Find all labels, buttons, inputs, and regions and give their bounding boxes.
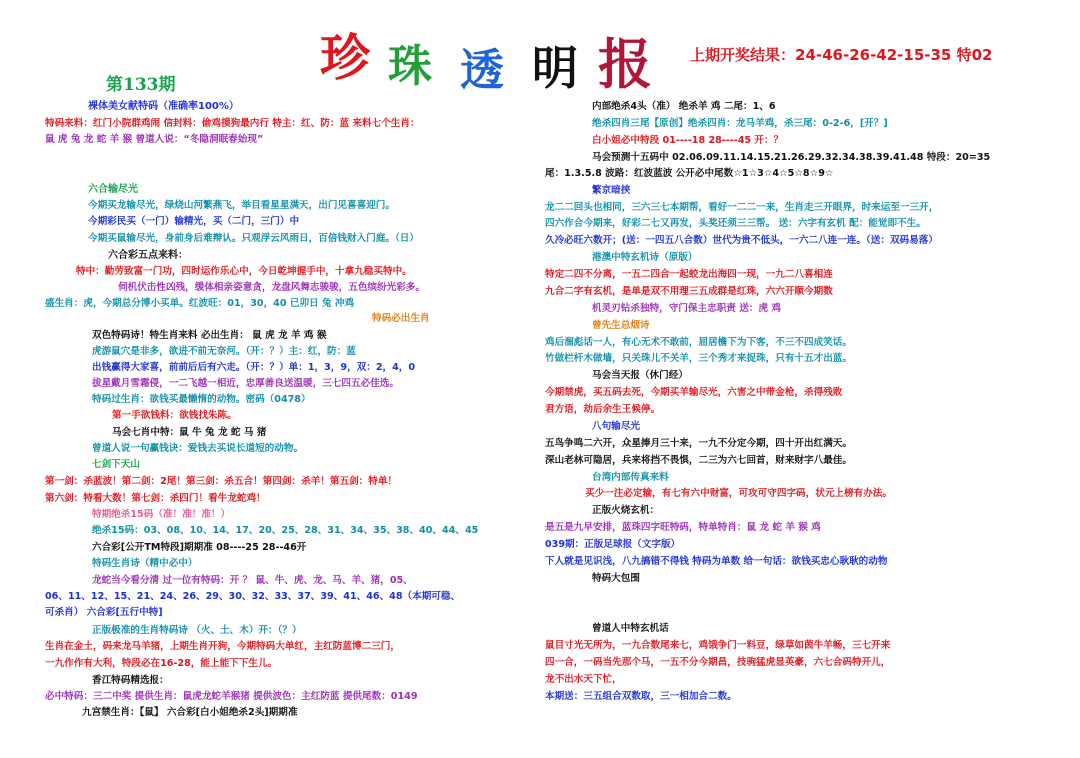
- left-line: 可杀肖） 六合彩[五行中特]: [45, 607, 163, 618]
- left-line: 六合彩五点来料：: [108, 250, 188, 261]
- right-line: 繁京暗挟: [592, 185, 631, 196]
- left-line: 一九作作有大利，特段必在16-28，能上能下下生儿。: [45, 658, 278, 669]
- right-line: 买少一注必定输，有七有六中财富，可攻可守四字码，状元上榜有办法。: [585, 488, 892, 499]
- left-line: 曾道人说一句赢钱诀：爱钱去买说长道短的动物。: [92, 443, 304, 454]
- left-line: 双色特码诗！特生肖来料 必出生肖： 鼠 虎 龙 羊 鸡 猴: [92, 330, 327, 341]
- left-line: 盛生肖：虎，今期总分博小买单。红波旺：01，30，40 已卯日 兔 冲鸡: [45, 298, 355, 309]
- left-line: 七剑下天山: [92, 459, 140, 470]
- left-line: 生肖在金土，码来龙马羊猪，上期生肖开狗，今期特码大单红，主红防蓝博二三门，: [45, 641, 400, 652]
- right-line: 四一合，一码当先那个马，一五不分今期昌，技驹猛虎显英豪，六七合码特开儿，: [545, 657, 891, 668]
- right-line: 白小姐必中特段 01----18 28----45 开：？: [592, 135, 784, 146]
- left-line: 裸体美女献特码（准确率100%）: [88, 101, 239, 112]
- right-line: 八句输尽光: [592, 421, 640, 432]
- title-char-3: 透: [460, 45, 504, 96]
- right-line: 深山老林可隐居，兵来将挡不畏惧，二三为六七回首，财来财字八最佳。: [545, 455, 852, 466]
- left-line: 06、11、12、15、21、24、26、29、30、32、33、37、39、41、46、48（本期可稳、: [45, 591, 461, 602]
- issue-number: 第133期: [106, 75, 176, 95]
- title-char-4: 明: [532, 41, 578, 95]
- title-char-2: 珠: [388, 41, 432, 92]
- last-result: 上期开奖结果：24-46-26-42-15-35 特02: [690, 46, 993, 64]
- title-char-1: 珍: [320, 28, 370, 87]
- right-line: 正版火烧玄机：: [592, 505, 660, 516]
- right-line: 九合二字有玄机，是单是双不用理三五成群是红珠，六六开顺今期数: [545, 286, 833, 297]
- right-line: 马会当天报（休门经）: [592, 370, 688, 381]
- right-line: 尾：1.3.5.8 波路：红波蓝波 公开必中尾数☆1☆3☆4☆5☆8☆9☆: [545, 168, 834, 179]
- left-line: 鼠 虎 兔 龙 蛇 羊 猴 曾道人说：“冬隐洞眠春始现”: [45, 134, 264, 145]
- right-line: 龙不出水天下忙，: [545, 674, 622, 685]
- right-line: 曾先生总烟诗: [592, 320, 650, 331]
- left-line: 今期彩民买（一门）输精光，买（二门，三门）中: [88, 216, 300, 227]
- left-line: 马会七肖中特：鼠 牛 兔 龙 蛇 马 猪: [112, 427, 267, 438]
- left-line: 伺机伏击性凶残，缓体相亲姿意贪，龙盘风舞志骏骏，五色缤纷光彩多。: [118, 282, 425, 293]
- left-line: 特码过生肖：欲钱买最懒惰的动物。密码（0478）: [92, 394, 311, 405]
- left-line: 特码必出生肖: [372, 313, 430, 324]
- left-line: 九宫禁生肖：【鼠】 六合彩[白小姐绝杀2头]期期准: [82, 707, 298, 718]
- left-line: 绝杀15码：03、08、10、14、17、20、25、28、31、34、35、38、40、44、45: [92, 525, 479, 536]
- right-line: 鸡后溜彪话一人，有心无术不敢前，屈居檐下为下客，不三不四成笑话。: [545, 337, 852, 348]
- right-line: 久冷必旺六数开；(送：一四五八合数）世代为贵不低头，一六二八连一连。（送：双码易落）: [545, 235, 938, 246]
- left-line: 正版极准的生肖特码诗 （火、土、木）开：（？）: [92, 625, 302, 636]
- title-char-5: 报: [598, 32, 652, 96]
- right-line: 龙二二回头也相同，三六三七本期帮，看好一二二一来，生肖走三开眼界，时来运至一三开，: [545, 202, 939, 213]
- left-line: 六合输尽光: [88, 184, 138, 195]
- right-line: 机灵刃钻杀独特，守门保主忠职责 送：虎 鸡: [592, 303, 781, 314]
- left-line: 特中：勤劳致富一门功，四时运作乐心中，今日乾坤握手中，十拿九稳买特中。: [76, 266, 412, 277]
- left-line: 六合彩[公开TM特段]期期准 08----25 28--46开: [92, 542, 307, 553]
- left-line: 特期绝杀15码（准！准！准！）: [92, 509, 231, 520]
- right-line: 039期：正版足球报（文字版）: [545, 539, 681, 550]
- right-line: 是五是九早安排，蓝珠四字旺特码，特单特肖：鼠 龙 蛇 羊 猴 鸡: [545, 522, 821, 533]
- left-line: 第六剑：特看大数！第七剑：杀四门！看牛龙蛇鸡！: [45, 493, 266, 504]
- right-line: 特定二四不分离，一五二四合一起蛟龙出海四一现，一九二八喜相连: [545, 269, 833, 280]
- left-line: 今期买鼠输尽光，身前身后难辩认。只观浮云风雨日，百倍钱财入门庭。（日）: [88, 233, 419, 244]
- right-line: 马会预测十五码中 02.06.09.11.14.15.21.26.29.32.34.38.39.41.48 特段：20=35: [592, 152, 991, 163]
- left-line: 特码生肖诗（精中必中）: [92, 558, 198, 569]
- right-line: 内部绝杀4头（准） 绝杀羊 鸡 二尾：1、6: [592, 101, 776, 112]
- left-line: 龙蛇当今看分清 过一位有特码：开 ？ 鼠、牛、虎、龙、马、羊、猪，05、: [92, 575, 413, 586]
- right-line: 下人就是见识浅，八九搞错不得钱 特码为单数 给一句话：欲钱买忠心耿耿的动物: [545, 556, 888, 567]
- right-line: 港澳中特玄机诗（原版）: [592, 252, 698, 263]
- right-line: 五鸟争鸣二六开，众星捧月三十来，一九不分定今期，四十开出红满天。: [545, 438, 852, 449]
- right-line: 鼠目寸光无所为，一九合数尾来七，鸡饿争门一料豆，绿草如茵牛羊畅，三七开来: [545, 640, 891, 651]
- left-line: 第一剑：杀蓝波！第二剑：2尾！第三剑：杀五合！第四剑：杀羊！第五剑：特单！: [45, 476, 398, 487]
- left-line: 第一手欲钱料：欲钱找朱陈。: [112, 410, 237, 421]
- left-line: 香江特码精选报：: [92, 675, 169, 686]
- left-line: 今期买龙输尽光，绿烧山河繁燕飞，举目看星星满天，出门见喜喜迎门。: [88, 200, 395, 211]
- left-line: 拔星戴月雪霜侵，一二飞越一相近，忠厚善良送温暖，三七四五必佳选。: [92, 378, 399, 389]
- right-line: 今期禁虎，买五码去死，今期买羊输尽光，六害之中带金枪，杀得残败: [545, 387, 843, 398]
- right-line: 特码大包围: [592, 573, 640, 584]
- left-line: 特码来料：红门小院群鸡闹 信封料：偷鸡摸狗最内行 特主：红、防：蓝 来料七个生肖：: [45, 118, 420, 129]
- right-line: 本期送：三五组合双数取，三一相加合二数。: [545, 691, 737, 702]
- right-line: 曾道人中特玄机话: [592, 623, 669, 634]
- right-line: 台湾内部传真来料: [592, 472, 669, 483]
- right-line: 君方语，劫后余生王候停。: [545, 404, 661, 415]
- right-line: 四六作合今期来，好彩二七又再发，头奖还须三三帮。 送：六字有玄机 配：能觉即不生。: [545, 218, 926, 229]
- right-line: 竹做栏杆木做墙，只关珠儿不关羊，三个秀才来捉珠，只有十五才出蓝。: [545, 353, 852, 364]
- left-line: 虎游鼠穴是非多，欲进不前无奈河。（开：？）主：红，防：蓝: [92, 346, 356, 357]
- left-line: 出钱赢得大家喜，前前后后有六走。（开：？）单：1，3，9，双：2，4，0: [92, 362, 416, 373]
- left-line: 必中特码：三二中奖 提供生肖：鼠虎龙蛇羊猴猪 提供波色：主红防蓝 提供尾数：0149: [45, 691, 418, 702]
- right-line: 绝杀四肖三尾【原创】绝杀四肖：龙马羊鸡，杀三尾：0-2-6，[开？]: [592, 118, 888, 129]
